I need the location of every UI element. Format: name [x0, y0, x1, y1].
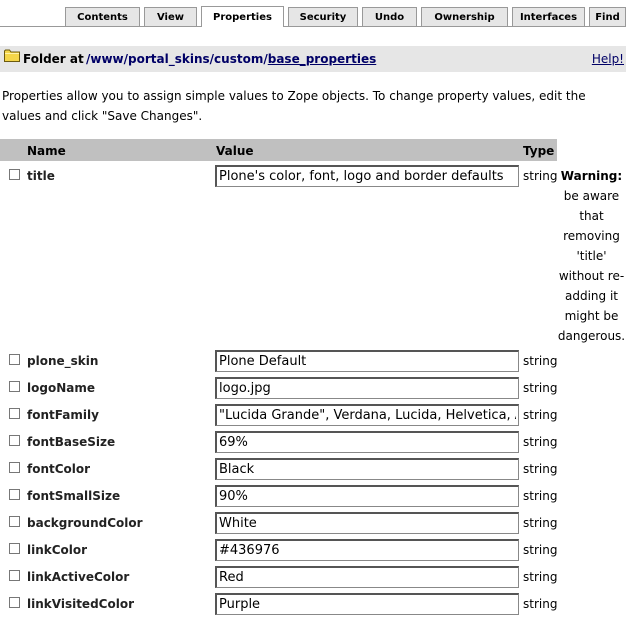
property-type: string — [523, 489, 558, 503]
tab-bar — [0, 0, 626, 27]
property-value-input[interactable] — [215, 165, 519, 187]
path-separator: / — [209, 52, 215, 66]
property-type: string — [523, 570, 558, 584]
tab-properties[interactable]: Properties — [201, 6, 284, 27]
location-path — [86, 52, 376, 66]
help-link[interactable]: Help! — [591, 52, 624, 66]
tab-ownership[interactable]: Ownership — [421, 7, 508, 26]
path-link-base-properties[interactable]: base_properties — [267, 52, 377, 66]
property-value-input[interactable] — [215, 458, 519, 480]
property-name: fontFamily — [27, 408, 99, 422]
property-name: fontSmallSize — [27, 489, 121, 503]
warning-text: be aware that removing 'title' without re-adding it might be dangerous. — [557, 189, 626, 343]
path-separator: / — [123, 52, 129, 66]
property-name: title — [27, 169, 55, 183]
property-value-input[interactable] — [215, 431, 519, 453]
header-value: Value — [216, 144, 254, 158]
table-header — [0, 139, 557, 161]
property-value-input[interactable] — [215, 566, 519, 588]
tab-view[interactable]: View — [144, 7, 197, 26]
row-checkbox[interactable] — [9, 462, 20, 473]
property-type: string — [523, 381, 558, 395]
folder-icon — [4, 49, 20, 62]
row-checkbox[interactable] — [9, 435, 20, 446]
property-value-input[interactable] — [215, 539, 519, 561]
title-warning — [557, 166, 626, 346]
property-name: backgroundColor — [27, 516, 143, 530]
property-value-input[interactable] — [215, 377, 519, 399]
row-checkbox[interactable] — [9, 408, 20, 419]
property-value-input[interactable] — [215, 404, 519, 426]
property-type: string — [523, 408, 558, 422]
path-link-custom[interactable]: custom — [214, 52, 264, 66]
row-checkbox[interactable] — [9, 597, 20, 608]
property-name: fontColor — [27, 462, 91, 476]
path-link-www[interactable]: /www — [86, 52, 124, 66]
tab-contents[interactable]: Contents — [65, 7, 140, 26]
property-name: fontBaseSize — [27, 435, 116, 449]
property-type: string — [523, 462, 558, 476]
property-name: linkVisitedColor — [27, 597, 134, 611]
tab-security[interactable]: Security — [288, 7, 358, 26]
property-name: linkColor — [27, 543, 88, 557]
tab-undo[interactable]: Undo — [362, 7, 417, 26]
header-name: Name — [27, 144, 66, 158]
path-link-portal-skins[interactable]: portal_skins — [128, 52, 210, 66]
tab-interfaces[interactable]: Interfaces — [512, 7, 585, 26]
property-type: string — [523, 516, 558, 530]
intro-text: Properties allow you to assign simple values to Zope objects. To change property values, edit the values and click "Save Changes". — [2, 89, 586, 123]
property-type: string — [523, 543, 558, 557]
property-type: string — [523, 597, 558, 611]
row-checkbox[interactable] — [9, 381, 20, 392]
path-separator: / — [263, 52, 268, 66]
property-name: plone_skin — [27, 354, 99, 368]
property-value-input[interactable] — [215, 593, 519, 615]
property-value-input[interactable] — [215, 350, 519, 372]
row-checkbox[interactable] — [9, 570, 20, 581]
warning-title: Warning: — [560, 169, 623, 183]
row-checkbox[interactable] — [9, 543, 20, 554]
row-checkbox[interactable] — [9, 354, 20, 365]
property-value-input[interactable] — [215, 485, 519, 507]
row-checkbox[interactable] — [9, 489, 20, 500]
property-type: string — [523, 354, 558, 368]
tab-find[interactable]: Find — [589, 7, 626, 26]
row-checkbox[interactable] — [9, 169, 20, 180]
property-value-input[interactable] — [215, 512, 519, 534]
location-label: Folder at — [23, 52, 84, 66]
location-bar — [0, 46, 626, 72]
property-type: string — [523, 169, 558, 183]
property-name: logoName — [27, 381, 95, 395]
property-name: linkActiveColor — [27, 570, 130, 584]
header-type: Type — [523, 144, 555, 158]
row-checkbox[interactable] — [9, 516, 20, 527]
property-type: string — [523, 435, 558, 449]
